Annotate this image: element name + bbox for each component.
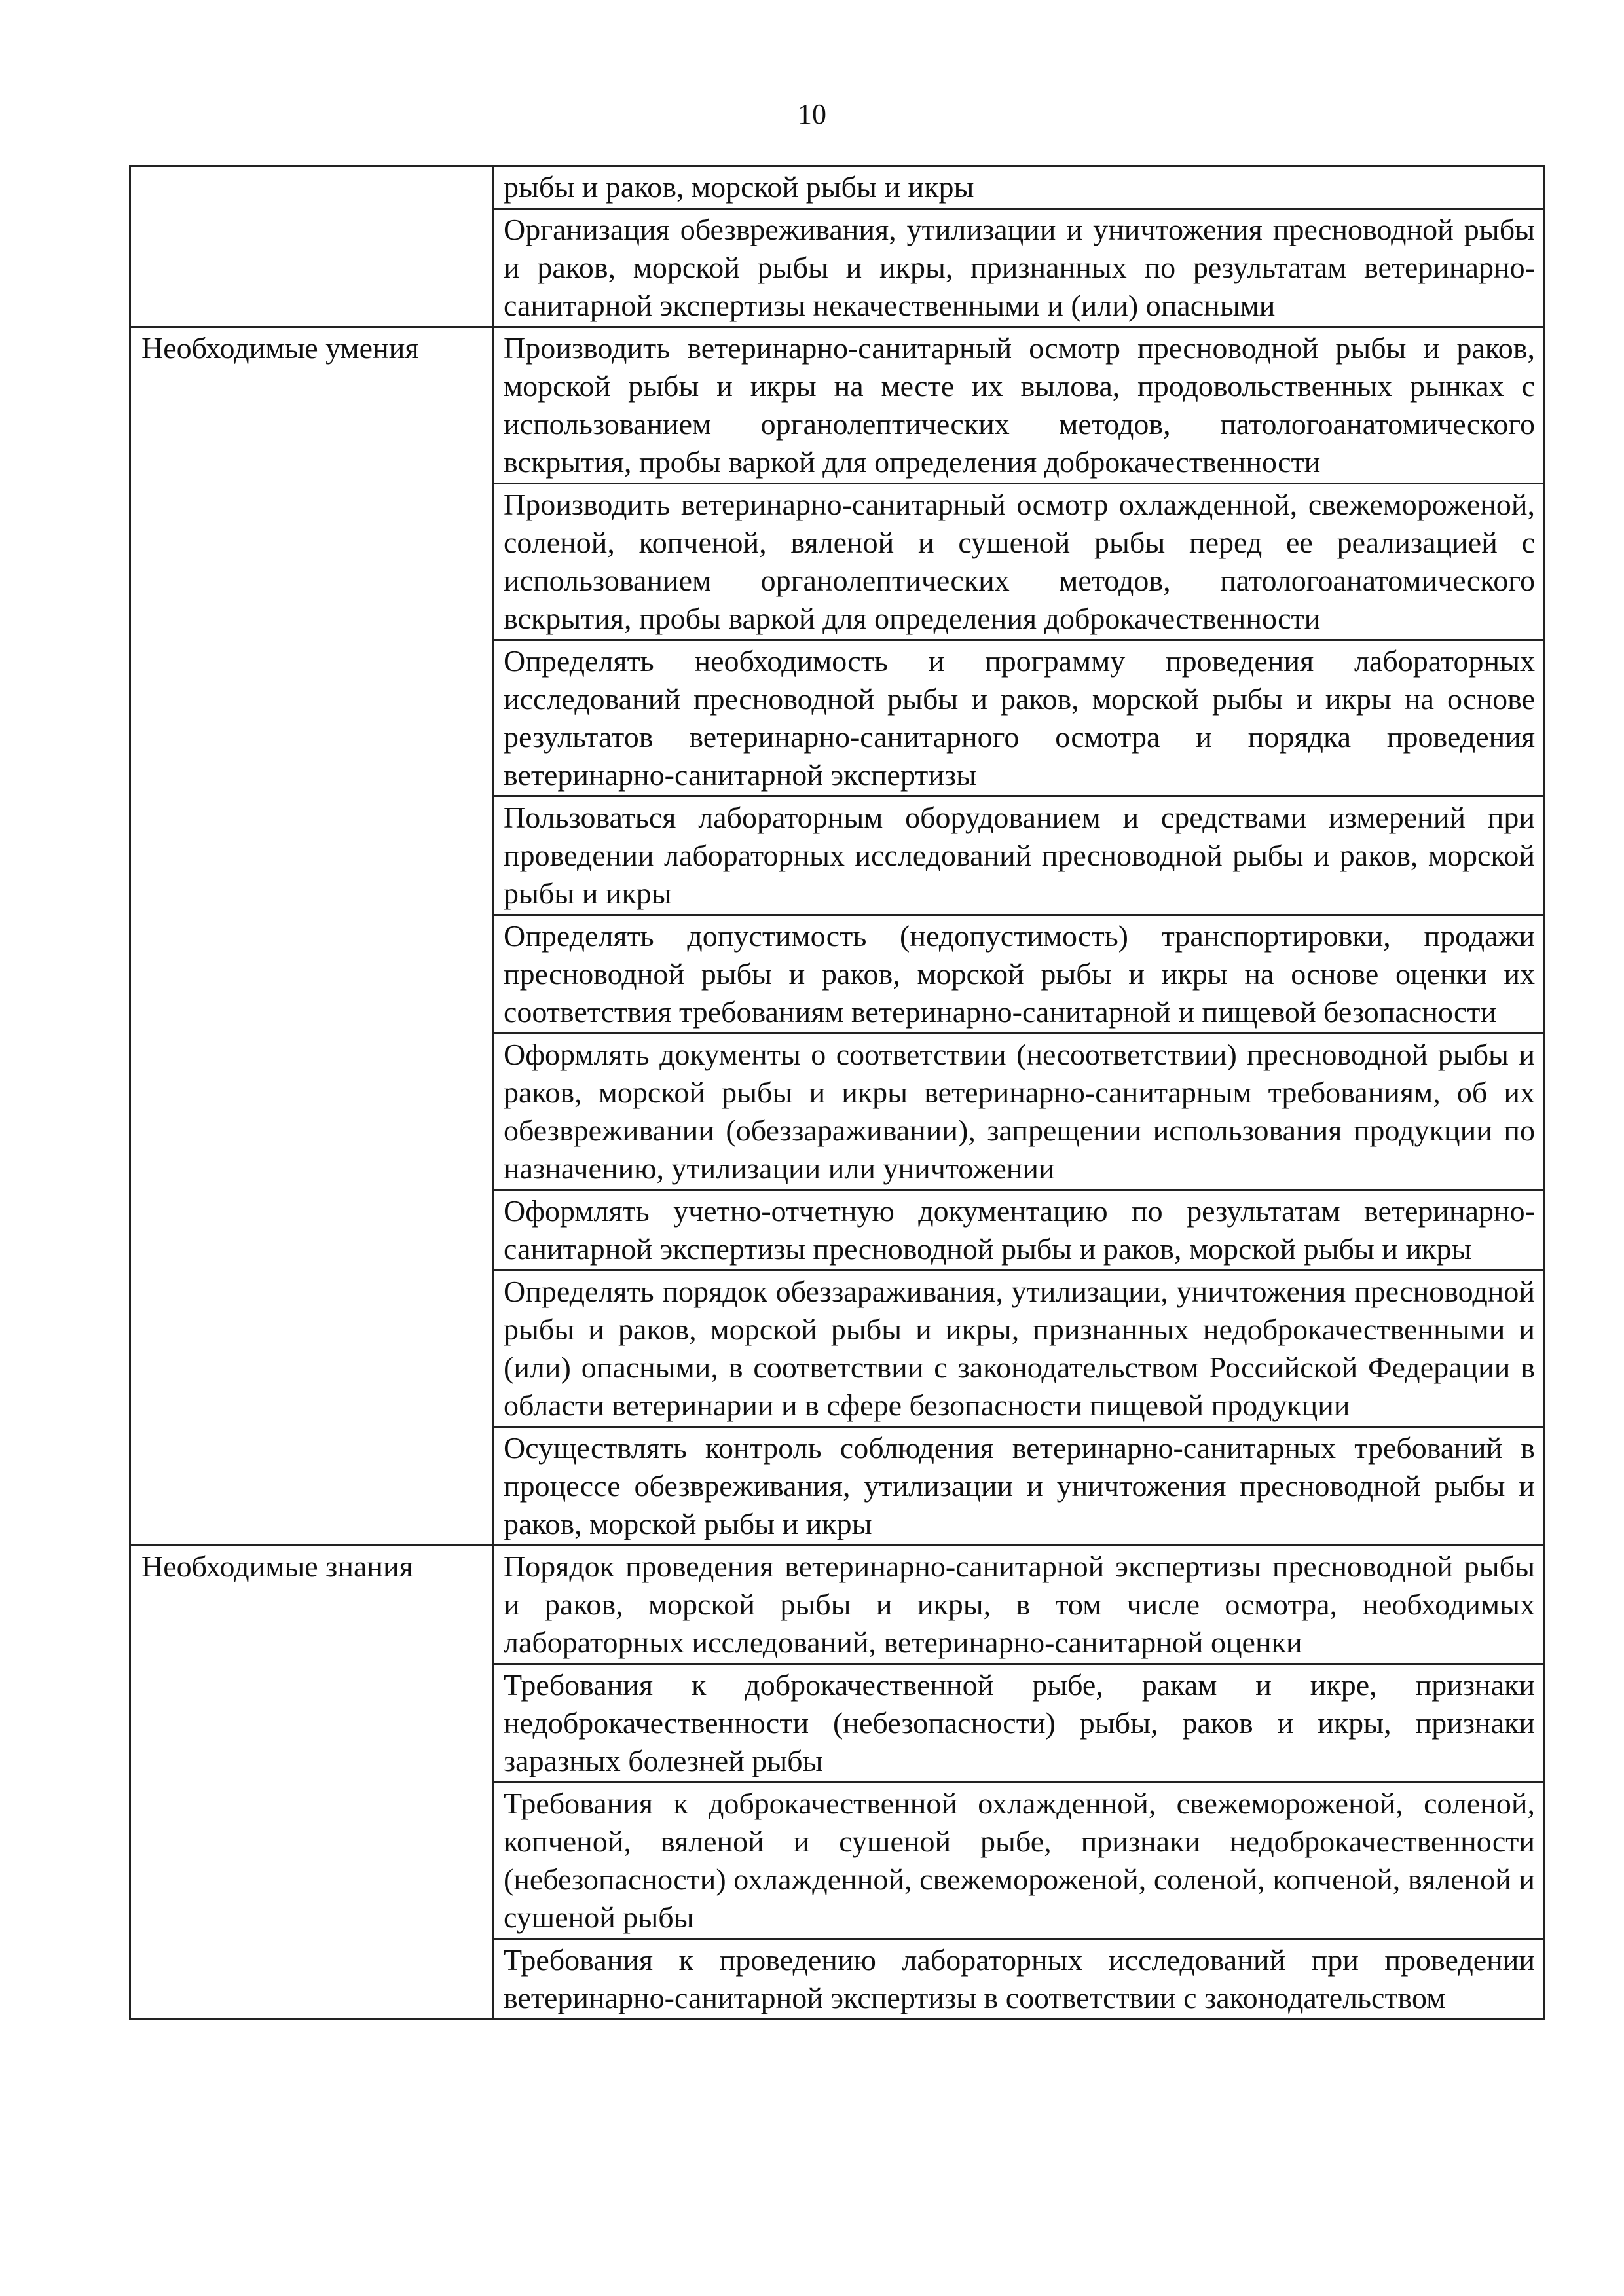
- row-text: Требования к доброкачественной охлажденной, свежемороженой, соленой, копченой, вяленой и сушеной рыбе, признаки недоброкачественности (небезопасности) охлажденной, свежемороженой, соленой, копченой, вяленой и сушеной рыбы: [494, 1783, 1544, 1939]
- row-label: [130, 166, 494, 327]
- row-label-knowledge: Необходимые знания: [130, 1546, 494, 2020]
- row-text: Определять допустимость (недопустимость) транспортировки, продажи пресноводной рыбы и раков, морской рыбы и икры на основе оценки их соответствия требованиям ветеринарно-санитарной и пищевой безопасности: [494, 915, 1544, 1034]
- row-text: Производить ветеринарно-санитарный осмотр пресноводной рыбы и раков, морской рыбы и икры на месте их вылова, продовольственных рынках с использованием органолептических методов, патологоанатомического вскрытия, пробы варкой для определения доброкачественности: [494, 327, 1544, 484]
- row-text: Определять необходимость и программу проведения лабораторных исследований пресноводной рыбы и раков, морской рыбы и икры на основе результатов ветеринарно-санитарного осмотра и порядка проведения ветеринарно-санитарной экспертизы: [494, 640, 1544, 797]
- row-text: Пользоваться лабораторным оборудованием и средствами измерений при проведении лабораторных исследований пресноводной рыбы и раков, морской рыбы и икры: [494, 797, 1544, 915]
- row-text: Производить ветеринарно-санитарный осмотр охлажденной, свежемороженой, соленой, копченой, вяленой и сушеной рыбы перед ее реализацией с использованием органолептических методов, патологоанатомического вскрытия, пробы варкой для определения доброкачественности: [494, 484, 1544, 640]
- table-row: [130, 1546, 1544, 1664]
- row-text: Порядок проведения ветеринарно-санитарной экспертизы пресноводной рыбы и раков, морской рыбы и икры, в том числе осмотра, необходимых лабораторных исследований, ветеринарно-санитарной оценки: [494, 1546, 1544, 1664]
- requirements-table: [129, 165, 1545, 2020]
- row-text: Определять порядок обеззараживания, утилизации, уничтожения пресноводной рыбы и раков, морской рыбы и икры, признанных недоброкачественными и (или) опасными, в соответствии с законодательством Российской Федерации в области ветеринарии и в сфере безопасности пищевой продукции: [494, 1271, 1544, 1427]
- row-text: Требования к проведению лабораторных исследований при проведении ветеринарно-санитарной экспертизы в соответствии с законодательством: [494, 1939, 1544, 2020]
- row-text: Оформлять документы о соответствии (несоответствии) пресноводной рыбы и раков, морской рыбы и икры ветеринарно-санитарным требованиям, об их обезвреживании (обеззараживании), запрещении использования продукции по назначению, утилизации или уничтожении: [494, 1034, 1544, 1190]
- row-text: Оформлять учетно-отчетную документацию по результатам ветеринарно-санитарной экспертизы пресноводной рыбы и раков, морской рыбы и икры: [494, 1190, 1544, 1271]
- table-row: [130, 327, 1544, 484]
- row-text: рыбы и раков, морской рыбы и икры: [494, 166, 1544, 209]
- page-number: 10: [798, 98, 826, 130]
- row-text: Требования к доброкачественной рыбе, ракам и икре, признаки недоброкачественности (небезопасности) рыбы, раков и икры, признаки заразных болезней рыбы: [494, 1664, 1544, 1783]
- row-label-skills: Необходимые умения: [130, 327, 494, 1546]
- table-row: [130, 166, 1544, 209]
- row-text: Осуществлять контроль соблюдения ветеринарно-санитарных требований в процессе обезвреживания, утилизации и уничтожения пресноводной рыбы и раков, морской рыбы и икры: [494, 1427, 1544, 1546]
- row-text: Организация обезвреживания, утилизации и уничтожения пресноводной рыбы и раков, морской рыбы и икры, признанных по результатам ветеринарно-санитарной экспертизы некачественными и (или) опасными: [494, 209, 1544, 327]
